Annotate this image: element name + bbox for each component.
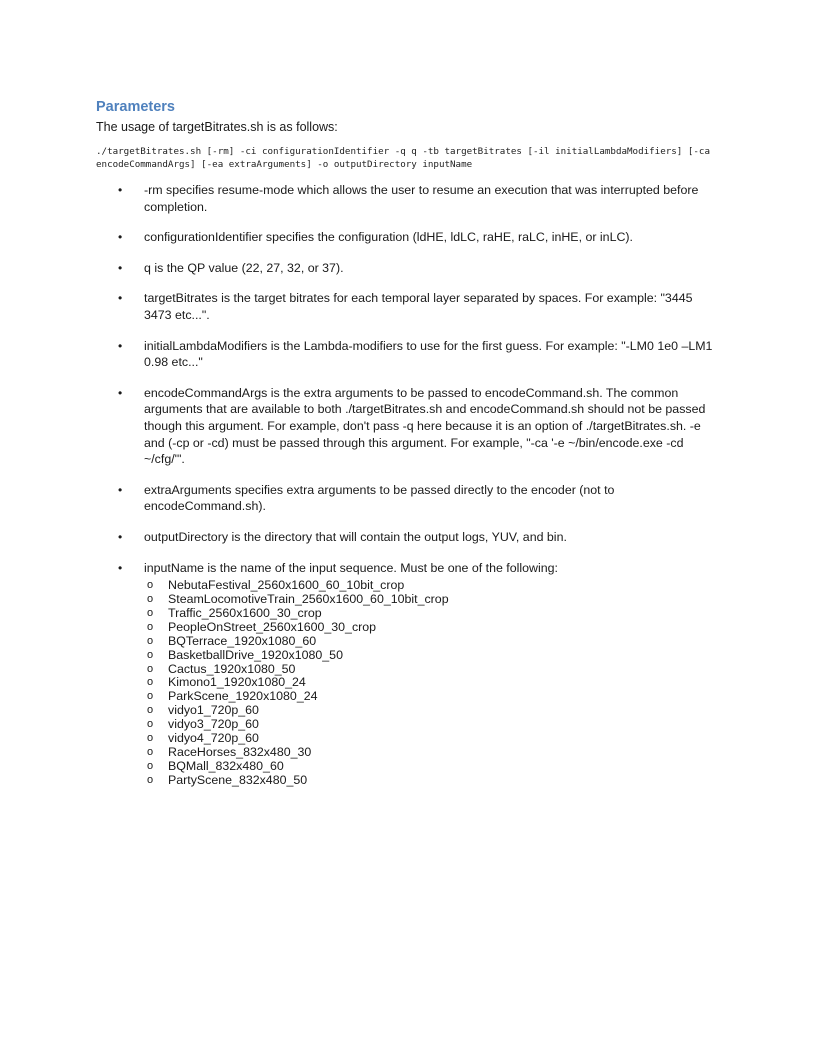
sequence-name: PeopleOnStreet_2560x1600_30_crop (168, 619, 377, 634)
bullet-icon: • (118, 385, 123, 400)
parameter-list (96, 182, 720, 788)
circle-bullet-icon: o (147, 662, 154, 675)
param-text: targetBitrates is the target bitrates for each temporal layer separated by spaces. For example: "3445 3473 etc...". (144, 291, 693, 322)
sequence-name: Cactus_1920x1080_50 (168, 661, 296, 676)
param-target-bitrates (96, 290, 720, 323)
circle-bullet-icon: o (147, 718, 154, 731)
circle-bullet-icon: o (147, 704, 154, 717)
sequence-name: Traffic_2560x1600_30_crop (168, 605, 322, 620)
sequence-item (144, 621, 720, 635)
sequence-item (144, 607, 720, 621)
bullet-icon: • (118, 230, 123, 245)
bullet-icon: • (118, 482, 123, 497)
circle-bullet-icon: o (147, 690, 154, 703)
bullet-icon: • (118, 560, 123, 575)
document-page (96, 98, 720, 802)
sequence-item (144, 774, 720, 788)
param-extra-arguments (96, 482, 720, 515)
bullet-icon: • (118, 260, 123, 275)
param-input-name (96, 560, 720, 788)
circle-bullet-icon: o (147, 620, 154, 633)
sequence-item (144, 635, 720, 649)
param-configuration-identifier (96, 229, 720, 246)
circle-bullet-icon: o (147, 745, 154, 758)
sequence-name: BasketballDrive_1920x1080_50 (168, 647, 343, 662)
param-text: configurationIdentifier specifies the configuration (ldHE, ldLC, raHE, raLC, inHE, or inLC). (144, 230, 633, 245)
circle-bullet-icon: o (147, 732, 154, 745)
sequence-list (144, 579, 720, 788)
param-text: inputName is the name of the input sequence. Must be one of the following: (144, 560, 558, 575)
sequence-item (144, 718, 720, 732)
sequence-name: BQTerrace_1920x1080_60 (168, 633, 317, 648)
param-text: encodeCommandArgs is the extra arguments to be passed to encodeCommand.sh. The common arguments that are available to both ./targetBitrates.sh and encodeCommand.sh should not be passed though this argument. For example, don't pass -q here because it is an option of ./targetBitrates.sh. -e and (-cp or -cd) must be passed through this argument. For example, "-ca '-e ~/bin/encode.exe -cd ~/cfg/'". (144, 385, 706, 467)
sequence-name: RaceHorses_832x480_30 (168, 744, 312, 759)
circle-bullet-icon: o (147, 579, 154, 592)
circle-bullet-icon: o (147, 648, 154, 661)
sequence-name: vidyo4_720p_60 (168, 731, 259, 746)
intro-text: The usage of targetBitrates.sh is as follows: (96, 120, 338, 134)
sequence-item (144, 746, 720, 760)
bullet-icon: • (118, 529, 123, 544)
sequence-item (144, 690, 720, 704)
sequence-item (144, 704, 720, 718)
param-text: -rm specifies resume-mode which allows the user to resume an execution that was interrupted before completion. (144, 183, 699, 214)
bullet-icon: • (118, 291, 123, 306)
param-output-directory (96, 529, 720, 546)
circle-bullet-icon: o (147, 773, 154, 786)
circle-bullet-icon: o (147, 759, 154, 772)
sequence-item (144, 732, 720, 746)
circle-bullet-icon: o (147, 676, 154, 689)
param-initial-lambda-modifiers (96, 338, 720, 371)
bullet-icon: • (118, 183, 123, 197)
usage-command: ./targetBitrates.sh [-rm] -ci configurationIdentifier -q q -tb targetBitrates [-il initialLambdaModifiers] [-ca encodeCommandArgs] [-ea extraArguments] -o outputDirectory inputName (96, 146, 710, 170)
bullet-icon: • (118, 338, 123, 353)
param-text: extraArguments specifies extra arguments to be passed directly to the encoder (not to encodeCommand.sh). (144, 482, 615, 514)
sequence-name: PartyScene_832x480_50 (168, 772, 308, 787)
sequence-name: vidyo3_720p_60 (168, 717, 259, 732)
sequence-item (144, 760, 720, 774)
sequence-name: NebutaFestival_2560x1600_60_10bit_crop (168, 578, 405, 593)
sequence-name: BQMall_832x480_60 (168, 758, 284, 773)
sequence-name: vidyo1_720p_60 (168, 703, 259, 718)
sequence-name: ParkScene_1920x1080_24 (168, 689, 318, 704)
sequence-name: Kimono1_1920x1080_24 (168, 675, 306, 690)
circle-bullet-icon: o (147, 593, 154, 605)
sequence-item (144, 579, 720, 593)
section-heading: Parameters (96, 99, 175, 115)
sequence-item (144, 649, 720, 663)
circle-bullet-icon: o (147, 606, 154, 619)
sequence-name: SteamLocomotiveTrain_2560x1600_60_10bit_crop (168, 592, 449, 606)
sequence-item (144, 663, 720, 677)
param-q (96, 260, 720, 277)
param-text: outputDirectory is the directory that will contain the output logs, YUV, and bin. (144, 529, 567, 544)
sequence-item (144, 593, 720, 607)
param-text: initialLambdaModifiers is the Lambda-modifiers to use for the first guess. For example: "-LM0 1e0 –LM1 0.98 etc..." (144, 338, 713, 370)
sequence-item (144, 676, 720, 690)
param-encode-command-args (96, 385, 720, 468)
param-rm (96, 182, 720, 215)
param-text: q is the QP value (22, 27, 32, or 37). (144, 260, 344, 275)
circle-bullet-icon: o (147, 634, 154, 647)
